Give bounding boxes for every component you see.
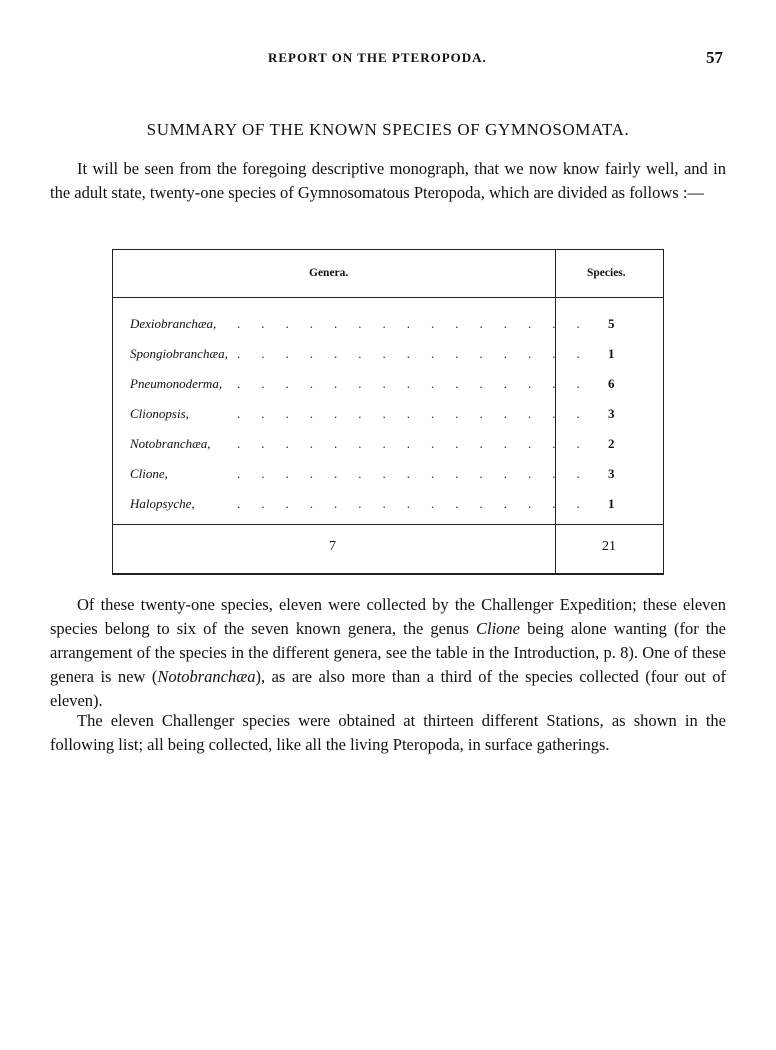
dot-leader: ............... [237,406,601,421]
genus-name: Clionopsis, [130,406,189,421]
dot-leader: ............... [237,436,601,451]
header-rule [113,297,663,298]
species-count: 6 [608,376,615,391]
table-row [113,436,663,466]
dot-leader: ............... [237,496,601,511]
genus-name: Notobranchæa, [130,436,211,451]
paragraph-text: being alone wanting (for the arrangement of the species in the different genera, see the table in the Introduction, p. 8). One of these genera is new ( [50,619,726,686]
stations-paragraph [50,709,726,757]
genus-notobranchaea: Notobranchæa [157,667,256,686]
paragraph-text: Of these twenty-one species, eleven were collected by the Challenger Expedition; these eleven species belong to six of the seven known genera, the genus [50,595,726,638]
species-count: 3 [608,466,615,481]
dot-leader: ............... [237,346,601,361]
species-column-header: Species. [587,267,626,279]
table-row [113,466,663,496]
genus-name: Dexiobranchæa, [130,316,217,331]
total-species: 21 [602,539,616,554]
dot-leader: ............... [237,466,601,481]
challenger-paragraph [50,593,726,713]
species-count: 2 [608,436,615,451]
intro-paragraph [50,157,726,205]
dot-leader: ............... [237,316,601,331]
total-genera: 7 [329,539,336,554]
table-row [113,406,663,436]
running-head: REPORT ON THE PTEROPODA. [268,50,487,65]
page-header [0,48,776,68]
species-count: 1 [608,496,615,511]
intro-text: It will be seen from the foregoing descriptive monograph, that we now know fairly well, and in the adult state, twenty-one species of Gymnosomatous Pteropoda, which are divided as follows :— [50,159,726,202]
species-count: 5 [608,316,615,331]
genus-name: Spongiobranchæa, [130,346,228,361]
table-row [113,496,663,526]
species-count: 1 [608,346,615,361]
table-row [113,376,663,406]
paragraph-text: ), as are also more than a third of the species collected (four out of eleven). [50,667,726,710]
table-row [113,346,663,376]
table-row [113,316,663,346]
genus-name: Pneumonoderma, [130,376,223,391]
genus-name: Clione, [130,466,168,481]
species-count: 3 [608,406,615,421]
paragraph-text: The eleven Challenger species were obtained at thirteen different Stations, as shown in the following list; all being collected, like all the living Pteropoda, in surface gatherings. [50,711,726,754]
genera-column-header: Genera. [309,267,349,279]
page-number: 57 [706,48,723,67]
genus-clione: Clione [476,619,520,638]
species-table [112,249,664,575]
genus-name: Halopsyche, [130,496,195,511]
dot-leader: ............... [237,376,601,391]
section-title: SUMMARY OF THE KNOWN SPECIES OF GYMNOSOMATA. [146,120,630,139]
